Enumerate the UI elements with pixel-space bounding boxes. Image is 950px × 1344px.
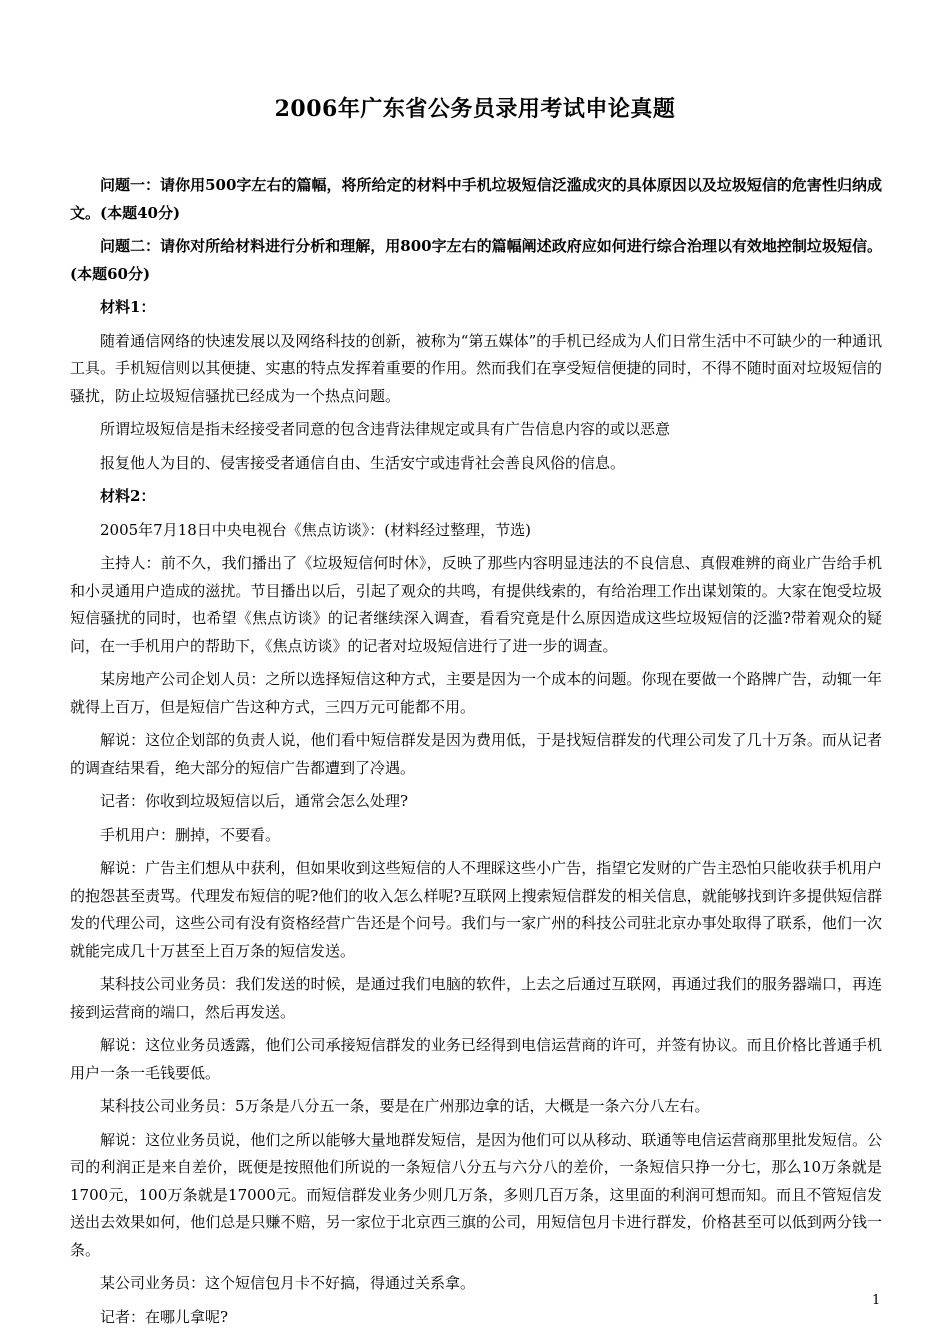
question-1: 问题一：请你用500字左右的篇幅，将所给定的材料中手机垃圾短信泛滥成灾的具体原因以及垃圾短信的危害性归纳成文。(本题40分) [70,176,882,222]
question-2: 问题二：请你对所给材料进行分析和理解，用800字左右的篇幅阐述政府应如何进行综合治理以有效地控制垃圾短信。(本题60分) [70,237,882,283]
paragraph: 某科技公司业务员：5万条是八分五一条，要是在广州那边拿的话，大概是一条六分八左右。 [100,1097,710,1115]
paragraph: 某公司业务员：这个短信包月卡不好搞，得通过关系拿。 [100,1274,476,1292]
document-title: 2006年广东省公务员录用考试申论真题 [274,96,676,122]
paragraph: 某科技公司业务员：我们发送的时候，是通过我们电脑的软件，上去之后通过互联网，再通过我们的服务器端口，再连接到运营商的端口，然后再发送。 [70,975,882,1021]
paragraph: 所谓垃圾短信是指未经接受者同意的包含违背法律规定或具有广告信息内容的或以恶意 [100,420,671,438]
paragraph: 解说：这位业务员透露，他们公司承接短信群发的业务已经得到电信运营商的许可，并签有协议。而且价格比普通手机用户一条一毛钱要低。 [70,1036,882,1082]
paragraph: 2005年7月18日中央电视台《焦点访谈》：(材料经过整理，节选) [100,520,532,539]
paragraph: 主持人：前不久，我们播出了《垃圾短信何时休》，反映了那些内容明显违法的不良信息、真假难辨的商业广告给手机和小灵通用户造成的滋扰。节目播出以后，引起了观众的共鸣，有提供线索的，有给治理工作出谋划策的。大家在饱受垃圾短信骚扰的同时，也希望《焦点访谈》的记者继续深入调查，看看究竟是什么原因造成这些垃圾短信的泛滥?带着观众的疑问，在一手机用户的帮助下，《焦点访谈》的记者对垃圾短信进行了进一步的调查。 [70,554,882,655]
paragraph: 某房地产公司企划人员：之所以选择短信这种方式，主要是因为一个成本的问题。你现在要做一个路牌广告，动辄一年就得上百万，但是短信广告这种方式，三四万元可能都不用。 [70,670,882,716]
document-body [70,172,882,1337]
paragraph: 报复他人为目的、侵害接受者通信自由、生活安宁或违背社会善良风俗的信息。 [100,453,626,472]
paragraph: 记者：你收到垃圾短信以后，通常会怎么处理? [100,792,409,810]
material-2-heading: 材料2： [100,487,156,505]
paragraph: 手机用户：删掉，不要看。 [100,825,281,844]
paragraph: 解说：广告主们想从中获利，但如果收到这些短信的人不理睬这些小广告，指望它发财的广告主恐怕只能收获手机用户的抱怨甚至责骂。代理发布短信的呢?他们的收入怎么样呢?互联网上搜索短信群发的相关信息，就能够找到许多提供短信群发的代理公司，这些公司有没有资格经营广告还是个问号。我们与一家广州的科技公司驻北京办事处取得了联系，他们一次就能完成几十万甚至上百万条的短信发送。 [70,859,882,960]
material-1-heading: 材料1： [100,298,156,316]
paragraph: 随着通信网络的快速发展以及网络科技的创新，被称为“第五媒体”的手机已经成为人们日常生活中不可缺少的一种通讯工具。手机短信则以其便捷、实惠的特点发挥着重要的作用。然而我们在享受短信便捷的同时，不得不随时面对垃圾短信的骚扰，防止垃圾短信骚扰已经成为一个热点问题。 [70,331,882,405]
paragraph: 记者：在哪儿拿呢? [100,1307,229,1326]
paragraph: 解说：这位企划部的负责人说，他们看中短信群发是因为费用低，于是找短信群发的代理公司发了几十万条。而从记者的调查结果看，绝大部分的短信广告都遭到了冷遇。 [70,731,882,777]
page-number: 1 [872,1293,881,1308]
paragraph: 解说：这位业务员说，他们之所以能够大量地群发短信，是因为他们可以从移动、联通等电信运营商那里批发短信。公司的利润正是来自差价，既便是按照他们所说的一条短信八分五与六分八的差价，一条短信只挣一分七，那么10万条就是1700元，100万条就是17000元。而短信群发业务少则几万条，多则几百万条，这里面的利润可想而知。而且不管短信发送出去效果如何，他们总是只赚不赔，另一家位于北京西三旗的公司，用短信包月卡进行群发，价格甚至可以低到两分钱一条。 [70,1130,882,1259]
